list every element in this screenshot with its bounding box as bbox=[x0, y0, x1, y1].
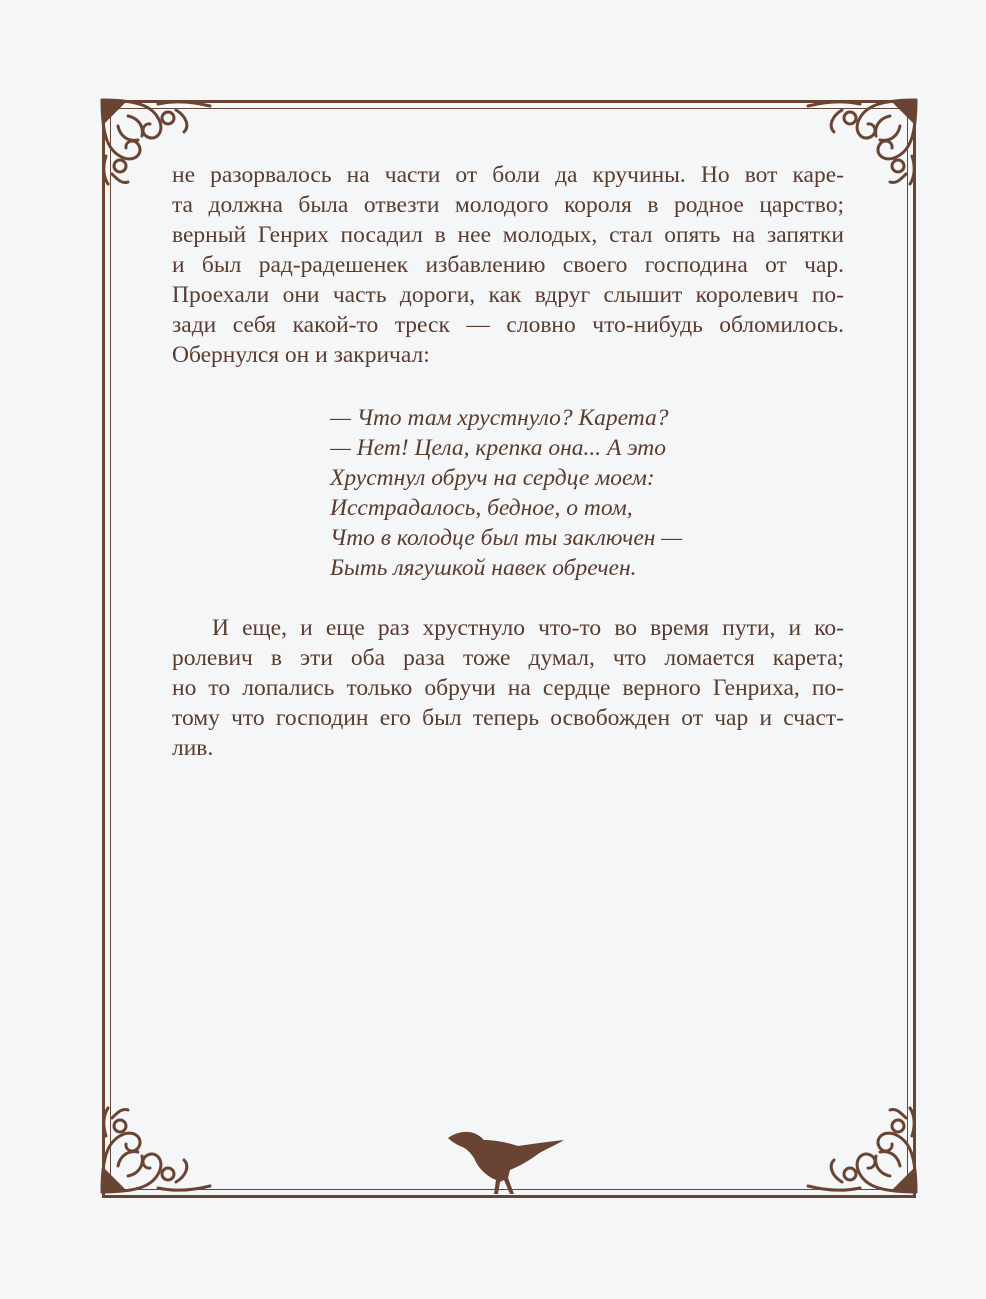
poem-line: — Нет! Цела, крепка она... А это bbox=[330, 435, 666, 461]
ornament-corner-icon bbox=[802, 1104, 920, 1196]
text-line: лив. bbox=[172, 735, 214, 761]
poem-line: Быть лягушкой навек обречен. bbox=[330, 555, 637, 581]
poem-line: — Что там хрустнуло? Карета? bbox=[330, 405, 669, 431]
text-line: и был рад-радешенек избавлению своего господина от чар. bbox=[172, 252, 844, 278]
text-line: тому что господин его был теперь освобожден от чар и счаст- bbox=[172, 705, 844, 731]
text-line: верный Генрих посадил в нее молодых, стал опять на запятки bbox=[172, 222, 844, 248]
bird-silhouette-icon bbox=[446, 1128, 568, 1200]
poem-line: Исстрадалось, бедное, о том, bbox=[330, 495, 633, 521]
ornament-corner-icon bbox=[98, 1104, 216, 1196]
text-line: та должна была отвезти молодого короля в родное царство; bbox=[172, 192, 844, 218]
poem-line: Хрустнул обруч на сердце моем: bbox=[330, 465, 655, 491]
poem-verse bbox=[330, 403, 682, 583]
paragraph-1 bbox=[172, 160, 844, 370]
text-line: но то лопались только обручи на сердце верного Генриха, по- bbox=[172, 675, 844, 701]
text-line: Обернулся он и закричал: bbox=[172, 342, 430, 368]
paragraph-2 bbox=[172, 613, 844, 763]
text-line: Проехали они часть дороги, как вдруг слышит королевич по- bbox=[172, 282, 844, 308]
text-line: И еще, и еще раз хрустнуло что-то во время пути, и ко- bbox=[212, 615, 844, 641]
text-line: ролевич в эти оба раза тоже думал, что ломается карета; bbox=[172, 645, 844, 671]
text-line: зади себя какой-то треск — словно что-нибудь обломилось. bbox=[172, 312, 844, 338]
text-line: не разорвалось на части от боли да кручины. Но вот каре- bbox=[172, 162, 844, 188]
poem-line: Что в колодце был ты заключен — bbox=[330, 525, 683, 551]
